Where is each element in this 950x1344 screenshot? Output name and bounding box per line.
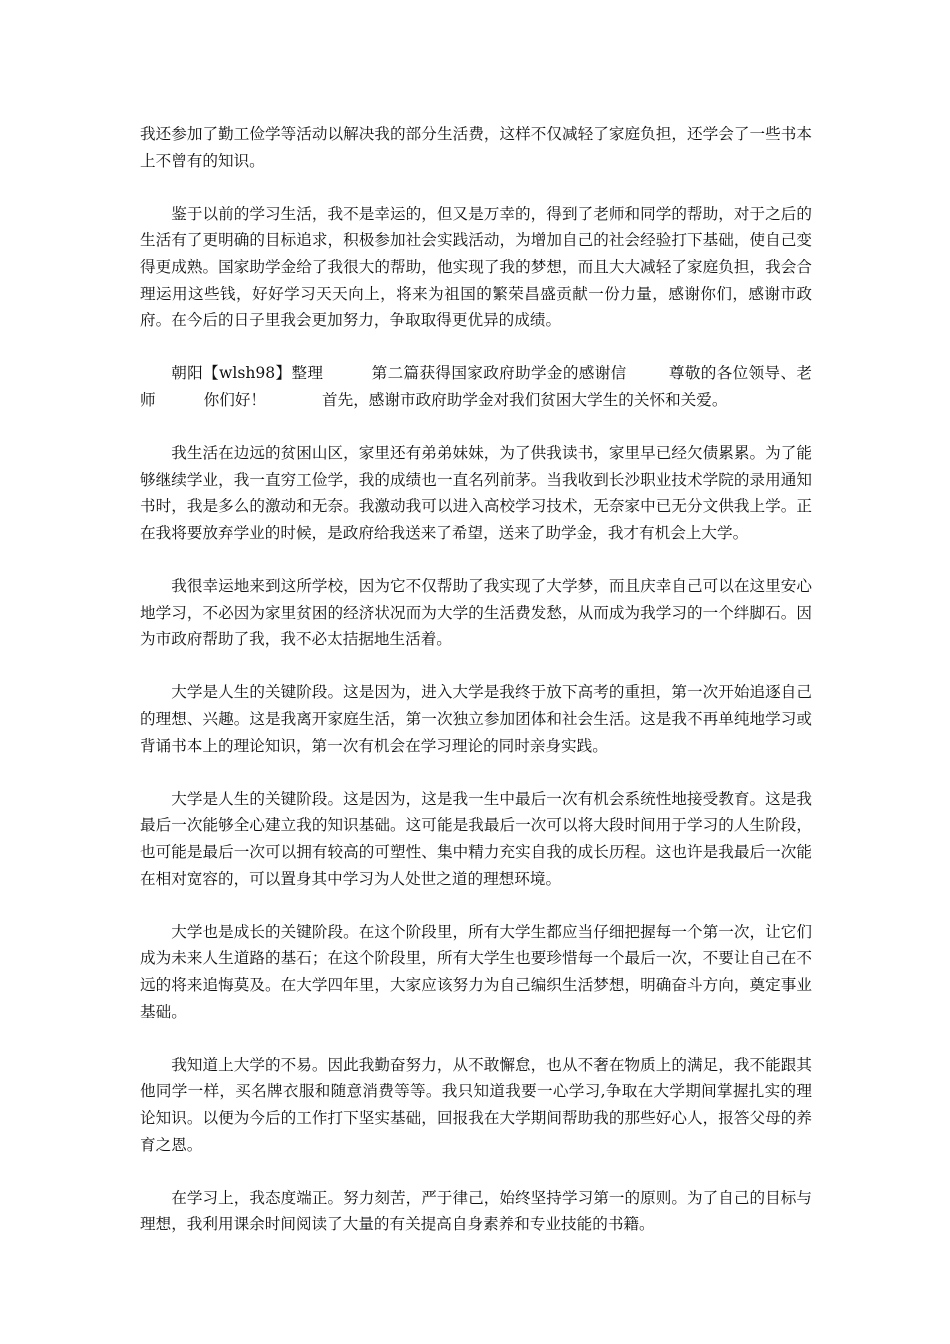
letter-header-line — [140, 360, 812, 413]
paragraph: 我还参加了勤工俭学等活动以解决我的部分生活费，这样不仅减轻了家庭负担，还学会了一些书本上不曾有的知识。 — [140, 125, 812, 170]
paragraph: 鉴于以前的学习生活，我不是幸运的，但又是万幸的，得到了老师和同学的帮助，对于之后的生活有了更明确的目标追求，积极参加社会实践活动，为增加自己的社会经验打下基础，使自己变得更成熟。国家助学金给了我很大的帮助，他实现了我的梦想，而且大大减轻了家庭负担，我会合理运用这些钱，好好学习天天向上，将来为祖国的繁荣昌盛贡献一份力量，感谢你们，感谢市政府。在今后的日子里我会更加努力，争取取得更优异的成绩。 — [140, 204, 812, 330]
opening-sentence: 首先，感谢市政府助学金对我们贫困大学生的关怀和关爱。 — [322, 390, 728, 409]
paragraph: 我知道上大学的不易。因此我勤奋努力，从不敢懈怠，也从不奢在物质上的满足，我不能跟其他同学一样，买名牌衣服和随意消费等等。我只知道我要一心学习,争取在大学期间掌握扎实的理论知识。以便为今后的工作打下坚实基础，回报我在大学期间帮助我的那些好心人，报答父母的养育之恩。 — [140, 1055, 812, 1154]
paragraph: 大学也是成长的关键阶段。在这个阶段里，所有大学生都应当仔细把握每一个第一次，让它们成为未来人生道路的基石；在这个阶段里，所有大学生也要珍惜每一个最后一次，不要让自己在不远的将来追悔莫及。在大学四年里，大家应该努力为自己编织生活梦想，明确奋斗方向，奠定事业基础。 — [140, 922, 812, 1021]
document-page — [140, 121, 812, 1265]
paragraph: 大学是人生的关键阶段。这是因为，进入大学是我终于放下高考的重担，第一次开始追逐自己的理想、兴趣。这是我离开家庭生活，第一次独立参加团体和社会生活。这是我不再单纯地学习或背诵书本上的理论知识，第一次有机会在学习理论的同时亲身实践。 — [140, 683, 812, 755]
paragraph: 大学是人生的关键阶段。这是因为，这是我一生中最后一次有机会系统性地接受教育。这是我最后一次能够全心建立我的知识基础。这可能是我最后一次可以将大段时间用于学习的人生阶段，也可能是最后一次可以拥有较高的可塑性、集中精力充实自我的成长历程。这也许是我最后一次能在相对宽容的，可以置身其中学习为人处世之道的理想环境。 — [140, 789, 812, 888]
paragraph: 在学习上，我态度端正。努力刻苦，严于律己，始终坚持学习第一的原则。为了自己的目标与理想，我利用课余时间阅读了大量的有关提高自身素养和专业技能的书籍。 — [140, 1188, 812, 1234]
letter-title: 第二篇获得国家政府助学金的感谢信 — [371, 364, 627, 383]
source-credit: 朝阳【wlsh98】整理 — [171, 364, 324, 383]
paragraph: 我生活在边远的贫困山区，家里还有弟弟妹妹，为了供我读书，家里早已经欠债累累。为了能够继续学业，我一直穷工俭学，我的成绩也一直名列前茅。当我收到长沙职业技术学院的录用通知书时，我是多么的激动和无奈。我激动我可以进入高校学习技术，无奈家中已无分文供我上学。正在我将要放弃学业的时候，是政府给我送来了希望，送来了助学金，我才有机会上大学。 — [140, 444, 812, 542]
salutation: 尊敬的各位领导、老师 — [140, 364, 812, 409]
greeting: 你们好！ — [203, 390, 266, 409]
paragraph: 我很幸运地来到这所学校，因为它不仅帮助了我实现了大学梦，而且庆幸自己可以在这里安心地学习，不必因为家里贫困的经济状况而为大学的生活费发愁，从而成为我学习的一个绊脚石。因为市政府帮助了我，我不必太拮据地生活着。 — [140, 577, 812, 649]
